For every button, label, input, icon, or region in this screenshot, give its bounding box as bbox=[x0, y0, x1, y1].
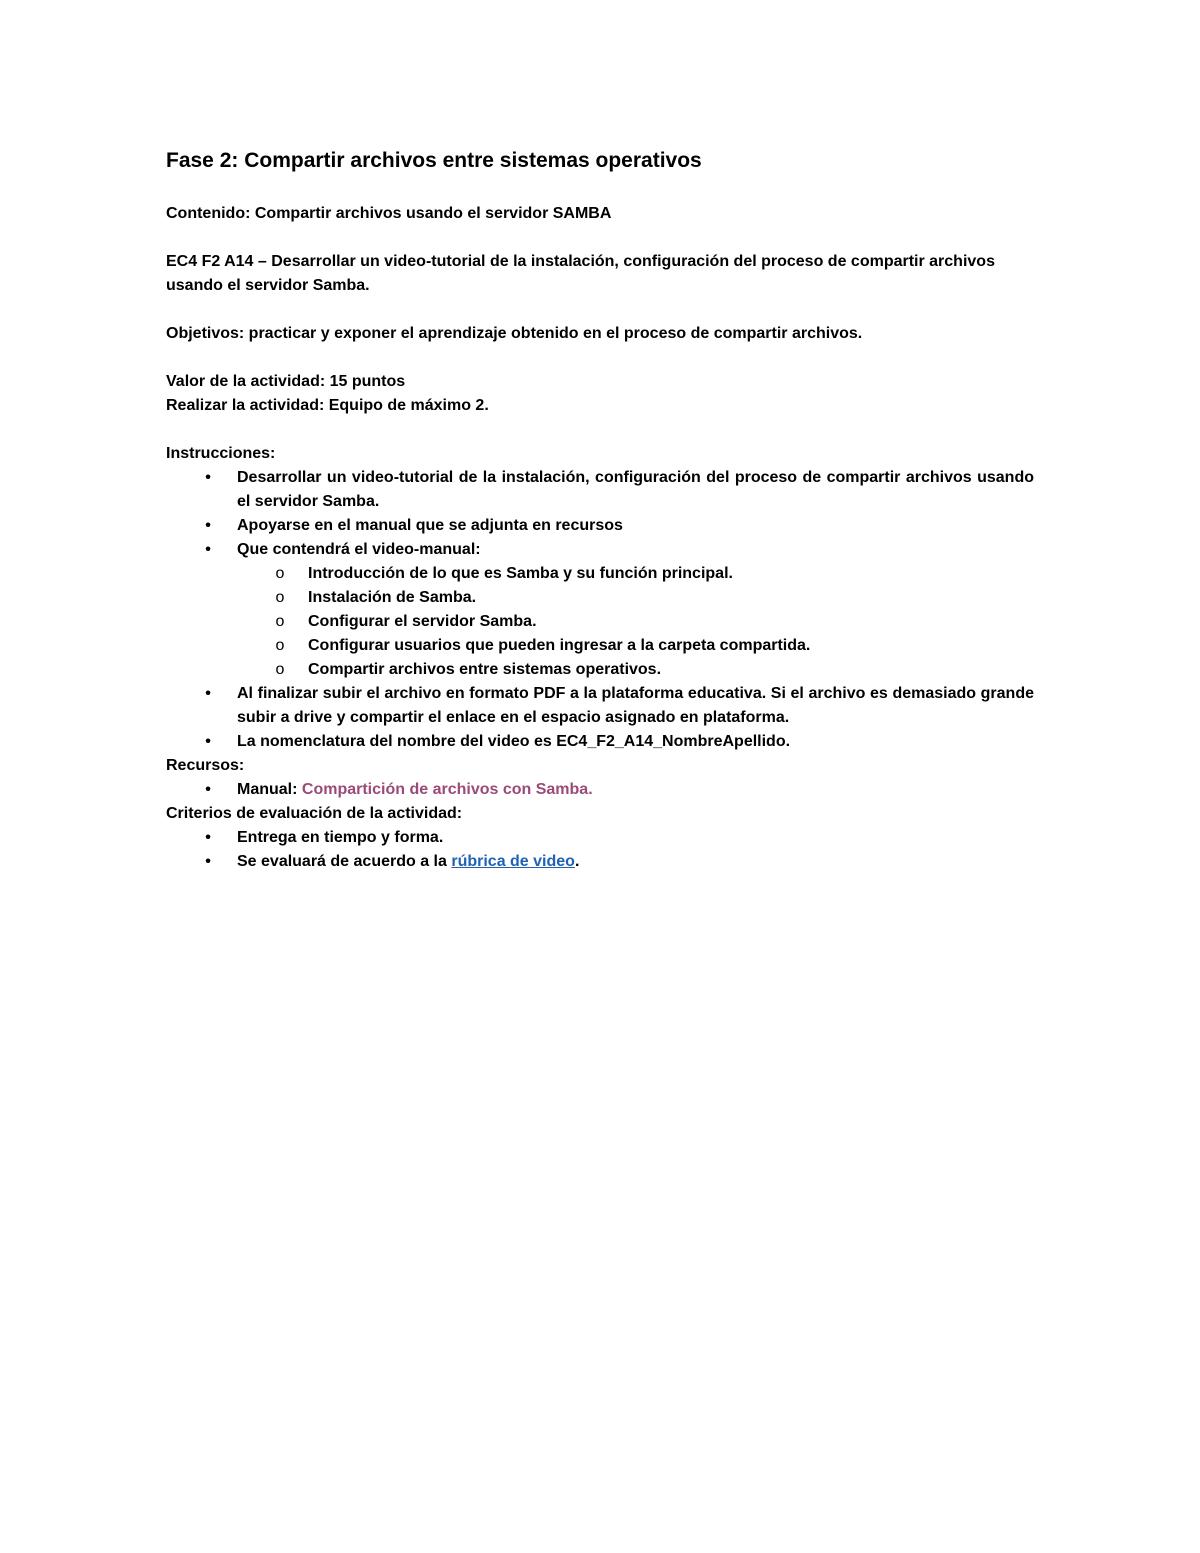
list-item bbox=[166, 730, 1034, 754]
criterio-suffix: . bbox=[574, 853, 580, 870]
bullet-icon: • bbox=[205, 781, 211, 798]
list-item-text: Entrega en tiempo y forma. bbox=[237, 829, 444, 846]
circle-bullet-icon: o bbox=[275, 637, 285, 654]
document-body bbox=[166, 146, 1034, 874]
bullet-icon: • bbox=[205, 541, 211, 558]
list-item bbox=[166, 514, 1034, 538]
recursos-list bbox=[166, 778, 1034, 802]
criterios-list bbox=[166, 826, 1034, 874]
sub-list-item bbox=[166, 610, 1034, 634]
circle-bullet-icon: o bbox=[275, 565, 285, 582]
recursos-heading: Recursos: bbox=[166, 757, 245, 774]
circle-bullet-icon: o bbox=[275, 661, 285, 678]
sub-list-item bbox=[166, 658, 1034, 682]
list-item bbox=[166, 826, 1034, 850]
list-item-text: Al finalizar subir el archivo en formato PDF a la plataforma educativa. Si el archivo es demasiado grande subir a drive y compartir el enlace en el espacio asignado en plataforma. bbox=[237, 685, 1034, 726]
list-item-text: Apoyarse en el manual que se adjunta en recursos bbox=[237, 517, 623, 534]
sub-list-item-text: Configurar el servidor Samba. bbox=[308, 613, 537, 630]
manual-link[interactable]: Compartición de archivos con Samba. bbox=[301, 781, 593, 798]
page-title: Fase 2: Compartir archivos entre sistemas operativos bbox=[166, 149, 702, 172]
rubrica-link[interactable]: rúbrica de video bbox=[451, 853, 575, 870]
bullet-icon: • bbox=[205, 853, 211, 870]
list-item bbox=[166, 538, 1034, 682]
list-item bbox=[166, 466, 1034, 514]
instrucciones-list bbox=[166, 466, 1034, 754]
realizar-line: Realizar la actividad: Equipo de máximo 2. bbox=[166, 397, 489, 414]
manual-label: Manual: bbox=[237, 781, 302, 798]
sub-list-item-text: Compartir archivos entre sistemas operativos. bbox=[308, 661, 662, 678]
bullet-icon: • bbox=[205, 733, 211, 750]
sub-list-item bbox=[166, 562, 1034, 586]
list-item bbox=[166, 778, 1034, 802]
sub-list-item-text: Instalación de Samba. bbox=[308, 589, 477, 606]
list-item bbox=[166, 850, 1034, 874]
bullet-icon: • bbox=[205, 469, 211, 486]
list-item-text: Desarrollar un video-tutorial de la instalación, configuración del proceso de compartir archivos usando el servidor Samba. bbox=[237, 469, 1034, 510]
bullet-icon: • bbox=[205, 685, 211, 702]
criterios-heading: Criterios de evaluación de la actividad: bbox=[166, 805, 463, 822]
activity-description: EC4 F2 A14 – Desarrollar un video-tutorial de la instalación, configuración del proceso de compartir archivos usando el servidor Samba. bbox=[166, 253, 995, 294]
valor-line: Valor de la actividad: 15 puntos bbox=[166, 373, 406, 390]
bullet-icon: • bbox=[205, 829, 211, 846]
sub-list-item-text: Introducción de lo que es Samba y su función principal. bbox=[308, 565, 733, 582]
instrucciones-heading: Instrucciones: bbox=[166, 445, 276, 462]
sub-list-item bbox=[166, 586, 1034, 610]
bullet-icon: • bbox=[205, 517, 211, 534]
list-item-text: La nomenclatura del nombre del video es EC4_F2_A14_NombreApellido. bbox=[237, 733, 791, 750]
objetivos-line: Objetivos: practicar y exponer el aprendizaje obtenido en el proceso de compartir archivos. bbox=[166, 325, 863, 342]
circle-bullet-icon: o bbox=[275, 613, 285, 630]
circle-bullet-icon: o bbox=[275, 589, 285, 606]
contenido-video-sublist bbox=[166, 562, 1034, 682]
contenido-line: Contenido: Compartir archivos usando el servidor SAMBA bbox=[166, 205, 612, 222]
sub-list-item bbox=[166, 634, 1034, 658]
criterio-prefix: Se evaluará de acuerdo a la bbox=[237, 853, 452, 870]
list-item-text: Que contendrá el video-manual: bbox=[237, 541, 481, 558]
sub-list-item-text: Configurar usuarios que pueden ingresar a la carpeta compartida. bbox=[308, 637, 811, 654]
list-item bbox=[166, 682, 1034, 730]
